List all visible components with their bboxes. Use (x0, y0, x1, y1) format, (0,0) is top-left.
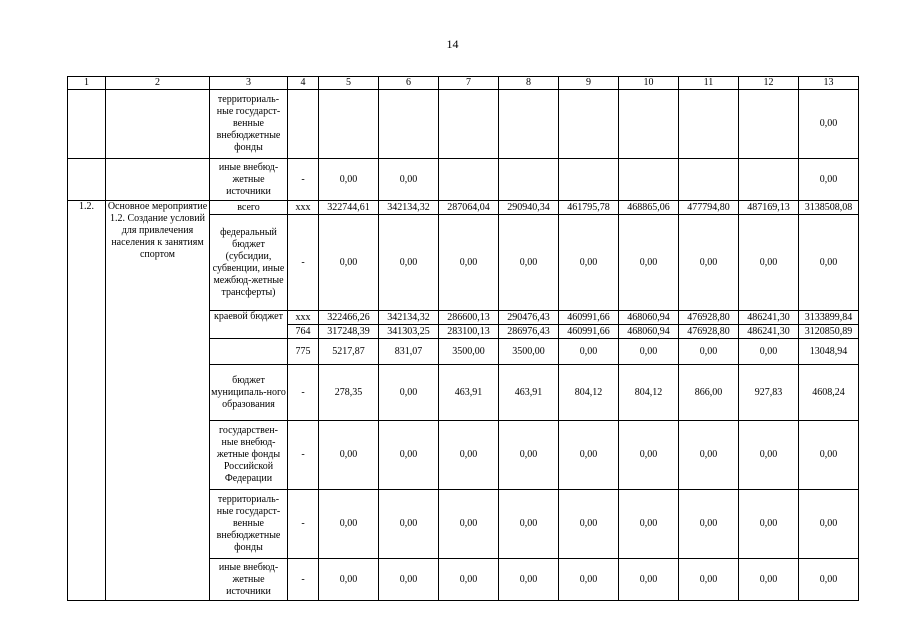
value-cell: 0,00 (379, 559, 439, 601)
value-cell: 286600,13 (439, 311, 499, 325)
code-cell: ххх (288, 201, 319, 215)
budget-table (67, 76, 859, 601)
value-cell: 0,00 (679, 490, 739, 559)
value-cell: 0,00 (559, 215, 619, 311)
funding-source-cell: государствен-ные внебюд-жетные фонды Российской Федерации (210, 421, 288, 490)
column-header: 3 (210, 77, 288, 90)
code-cell: - (288, 365, 319, 421)
value-cell: 468060,94 (619, 311, 679, 325)
value-cell: 468865,06 (619, 201, 679, 215)
value-cell (739, 90, 799, 159)
value-cell: 0,00 (319, 421, 379, 490)
value-cell: 461795,78 (559, 201, 619, 215)
code-cell: ххх (288, 311, 319, 325)
column-header: 7 (439, 77, 499, 90)
value-cell: 0,00 (319, 159, 379, 201)
value-cell: 0,00 (379, 215, 439, 311)
value-cell: 0,00 (379, 490, 439, 559)
value-cell: 3500,00 (439, 339, 499, 365)
value-cell: 0,00 (619, 339, 679, 365)
funding-source-cell: иные внебюд-жетные источники (210, 559, 288, 601)
value-cell: 278,35 (319, 365, 379, 421)
value-cell: 4608,24 (799, 365, 859, 421)
column-header: 13 (799, 77, 859, 90)
funding-source-cell: иные внебюд-жетные источники (210, 159, 288, 201)
value-cell: 0,00 (559, 339, 619, 365)
funding-source-cell: краевой бюджет (210, 311, 288, 339)
code-cell: 775 (288, 339, 319, 365)
value-cell: 341303,25 (379, 325, 439, 339)
header-row (68, 77, 859, 90)
value-cell: 3120850,89 (799, 325, 859, 339)
value-cell: 0,00 (799, 90, 859, 159)
value-cell: 0,00 (439, 215, 499, 311)
value-cell (439, 159, 499, 201)
column-header: 6 (379, 77, 439, 90)
column-header: 12 (739, 77, 799, 90)
page-number: 14 (446, 37, 459, 51)
value-cell: 476928,80 (679, 325, 739, 339)
value-cell (619, 159, 679, 201)
value-cell: 286976,43 (499, 325, 559, 339)
value-cell: 831,07 (379, 339, 439, 365)
value-cell: 0,00 (679, 559, 739, 601)
value-cell: 0,00 (439, 421, 499, 490)
value-cell (679, 159, 739, 201)
funding-source-cell: федеральный бюджет (субсидии, субвенции, иные межбюд-жетные трансферты) (210, 215, 288, 311)
value-cell: 0,00 (799, 215, 859, 311)
column-header: 8 (499, 77, 559, 90)
value-cell: 0,00 (499, 490, 559, 559)
value-cell: 3133899,84 (799, 311, 859, 325)
value-cell: 463,91 (439, 365, 499, 421)
code-cell: - (288, 421, 319, 490)
value-cell: 927,83 (739, 365, 799, 421)
column-header: 1 (68, 77, 106, 90)
value-cell: 487169,13 (739, 201, 799, 215)
value-cell (319, 90, 379, 159)
value-cell: 477794,80 (679, 201, 739, 215)
cell (68, 159, 106, 201)
value-cell: 0,00 (559, 490, 619, 559)
value-cell: 0,00 (439, 490, 499, 559)
column-header: 4 (288, 77, 319, 90)
value-cell: 317248,39 (319, 325, 379, 339)
value-cell: 0,00 (319, 490, 379, 559)
value-cell: 0,00 (799, 490, 859, 559)
table-row (68, 159, 859, 201)
value-cell: 0,00 (739, 215, 799, 311)
value-cell (439, 90, 499, 159)
cell (106, 159, 210, 201)
value-cell (499, 159, 559, 201)
value-cell: 0,00 (439, 559, 499, 601)
column-header: 9 (559, 77, 619, 90)
code-cell: - (288, 559, 319, 601)
cell (106, 90, 210, 159)
value-cell (619, 90, 679, 159)
value-cell: 290940,34 (499, 201, 559, 215)
value-cell: 804,12 (559, 365, 619, 421)
value-cell: 0,00 (679, 339, 739, 365)
value-cell: 0,00 (379, 421, 439, 490)
table-row (68, 90, 859, 159)
value-cell: 283100,13 (439, 325, 499, 339)
value-cell: 463,91 (499, 365, 559, 421)
code-cell: 764 (288, 325, 319, 339)
value-cell: 0,00 (499, 559, 559, 601)
funding-source-cell: территориаль-ные государст-венные внебюджетные фонды (210, 490, 288, 559)
value-cell (679, 90, 739, 159)
value-cell (559, 90, 619, 159)
funding-source-cell: территориаль-ные государст-венные внебюджетные фонды (210, 90, 288, 159)
cell (210, 339, 288, 365)
activity-name: Основное мероприятие 1.2. Создание условий для привлечения населения к занятиям спортом (106, 201, 210, 601)
value-cell: 0,00 (679, 215, 739, 311)
value-cell: 287064,04 (439, 201, 499, 215)
value-cell: 290476,43 (499, 311, 559, 325)
value-cell: 3138508,08 (799, 201, 859, 215)
value-cell: 460991,66 (559, 325, 619, 339)
value-cell: 13048,94 (799, 339, 859, 365)
value-cell: 342134,32 (379, 311, 439, 325)
value-cell: 0,00 (559, 421, 619, 490)
value-cell: 0,00 (319, 215, 379, 311)
value-cell (379, 90, 439, 159)
value-cell: 0,00 (799, 559, 859, 601)
value-cell: 0,00 (739, 490, 799, 559)
code-cell: - (288, 490, 319, 559)
activity-number: 1.2. (68, 201, 106, 601)
value-cell: 0,00 (799, 421, 859, 490)
funding-source-cell: бюджет муниципаль-ного образования (210, 365, 288, 421)
value-cell: 468060,94 (619, 325, 679, 339)
value-cell: 486241,30 (739, 325, 799, 339)
value-cell: 0,00 (379, 365, 439, 421)
funding-source-cell: всего (210, 201, 288, 215)
value-cell: 3500,00 (499, 339, 559, 365)
value-cell: 0,00 (679, 421, 739, 490)
value-cell: 0,00 (739, 421, 799, 490)
value-cell: 0,00 (619, 559, 679, 601)
value-cell: 476928,80 (679, 311, 739, 325)
value-cell: 0,00 (619, 215, 679, 311)
value-cell: 322744,61 (319, 201, 379, 215)
value-cell: 866,00 (679, 365, 739, 421)
code-cell (288, 90, 319, 159)
value-cell: 804,12 (619, 365, 679, 421)
value-cell: 0,00 (739, 559, 799, 601)
value-cell: 342134,32 (379, 201, 439, 215)
value-cell: 0,00 (619, 421, 679, 490)
value-cell: 0,00 (619, 490, 679, 559)
value-cell: 0,00 (499, 215, 559, 311)
value-cell: 0,00 (499, 421, 559, 490)
column-header: 10 (619, 77, 679, 90)
value-cell: 0,00 (379, 159, 439, 201)
value-cell: 486241,30 (739, 311, 799, 325)
column-header: 11 (679, 77, 739, 90)
column-header: 2 (106, 77, 210, 90)
value-cell (499, 90, 559, 159)
column-header: 5 (319, 77, 379, 90)
value-cell (559, 159, 619, 201)
cell (68, 90, 106, 159)
value-cell: 460991,66 (559, 311, 619, 325)
value-cell: 0,00 (559, 559, 619, 601)
value-cell (739, 159, 799, 201)
value-cell: 0,00 (739, 339, 799, 365)
value-cell: 322466,26 (319, 311, 379, 325)
value-cell: 5217,87 (319, 339, 379, 365)
code-cell: - (288, 159, 319, 201)
table-row (68, 201, 859, 215)
value-cell: 0,00 (799, 159, 859, 201)
value-cell: 0,00 (319, 559, 379, 601)
code-cell: - (288, 215, 319, 311)
